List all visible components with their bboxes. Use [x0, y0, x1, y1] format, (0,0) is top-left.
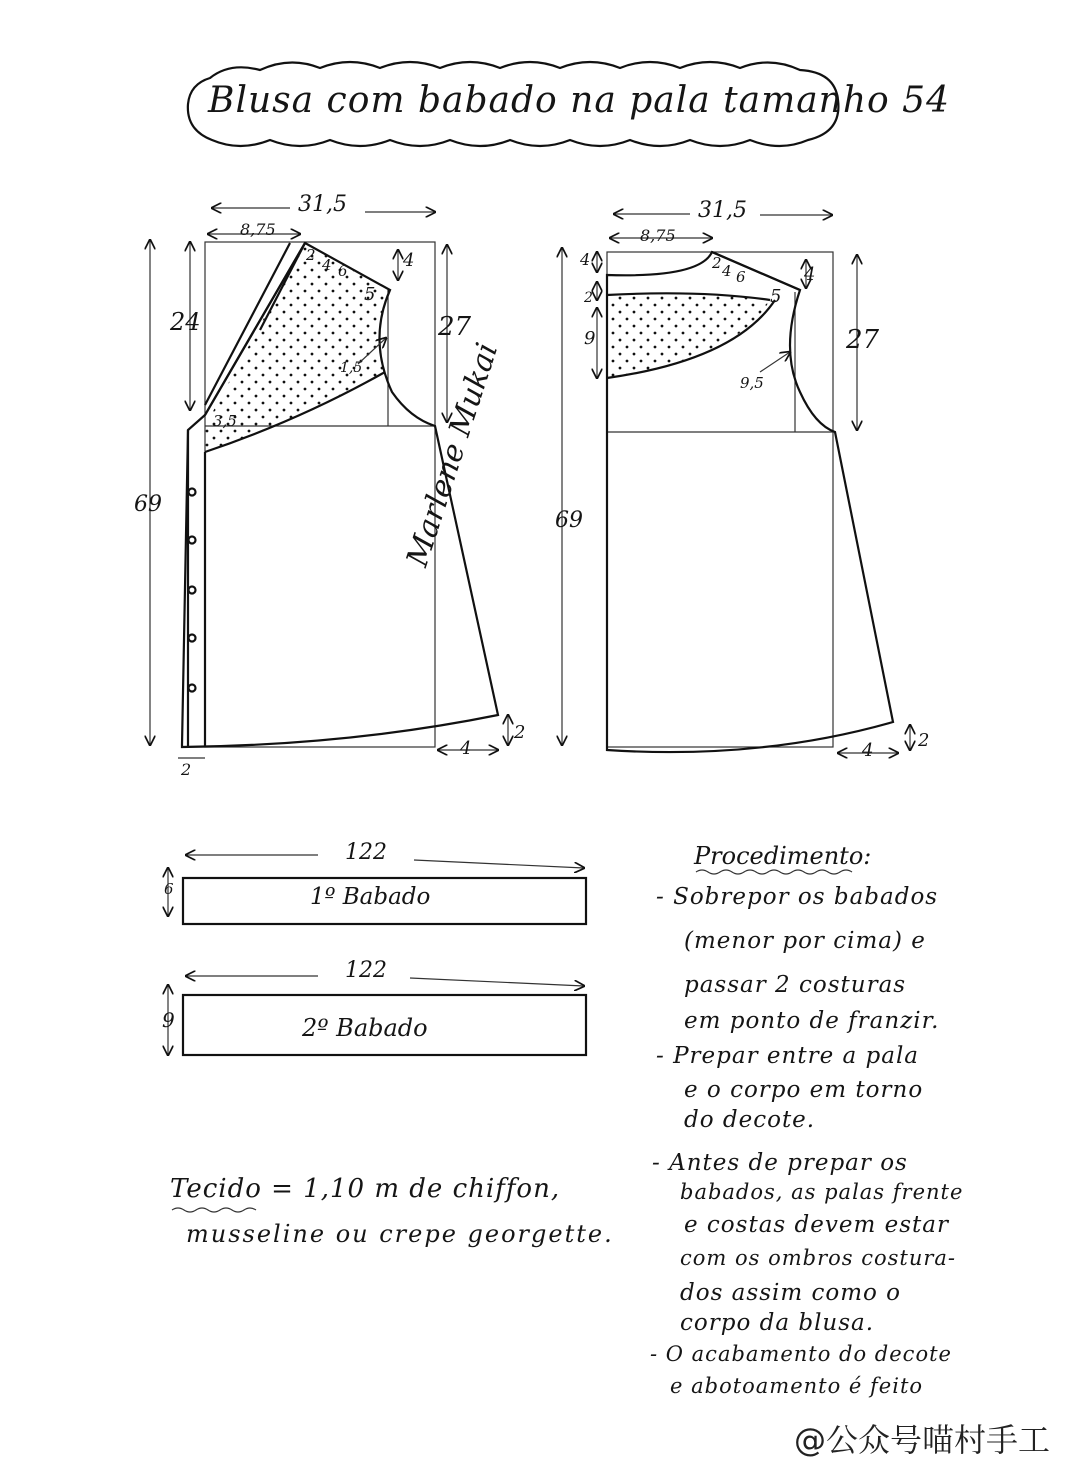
procedure-line: do decote.	[684, 1107, 816, 1133]
watermark: @公众号喵村手工	[793, 1421, 1050, 1459]
back-pala-mark-1: 2	[712, 254, 722, 272]
front-hem-rise-label: 2	[514, 722, 526, 743]
back-hem-rise-label: 2	[918, 730, 930, 751]
procedure-line: - Prepar entre a pala	[656, 1043, 920, 1069]
back-pala-height-label: 9	[584, 328, 596, 349]
ruffle-1-label: 1º Babado	[310, 884, 431, 910]
procedure-line: babados, as palas frente	[680, 1180, 964, 1204]
procedure-line: dos assim como o	[680, 1280, 902, 1306]
front-placket-label: 2	[181, 760, 192, 779]
back-pala-mark-2: 4	[722, 262, 732, 280]
front-neck-label: 8,75	[240, 220, 276, 239]
back-armhole-depth-label: 9,5	[740, 374, 764, 392]
procedure-line: com os ombros costura-	[680, 1246, 957, 1270]
procedure-line: (menor por cima) e	[684, 928, 926, 954]
back-total-height-label: 69	[555, 508, 583, 533]
back-pala-mark-3: 6	[736, 268, 746, 286]
procedure-line: corpo da blusa.	[680, 1310, 875, 1336]
front-shoulder-drop-label: 4	[403, 250, 415, 271]
back-piece	[562, 214, 910, 753]
procedure-heading: Procedimento:	[694, 842, 872, 870]
back-shoulder-drop-label: 4	[804, 264, 816, 285]
ruffle-1-length: 122	[345, 840, 387, 865]
procedure-line: passar 2 costuras	[684, 972, 907, 998]
procedure-line: e o corpo em torno	[684, 1077, 924, 1103]
front-pala-mark-2: 4	[322, 256, 332, 274]
ruffle-2-length: 122	[345, 958, 387, 983]
procedure-line: - Sobrepor os babados	[656, 884, 939, 910]
procedure-line: em ponto de franzir.	[684, 1008, 940, 1034]
fabric-line-2: musseline ou crepe georgette.	[186, 1220, 614, 1248]
front-pala-mark-3: 6	[338, 262, 348, 280]
fabric-line-1: Tecido = 1,10 m de chiffon,	[170, 1174, 561, 1204]
back-neck-drop-label: 4	[580, 250, 591, 269]
procedure-line: - O acabamento do decote	[650, 1342, 952, 1366]
front-armhole-depth-label: 1,5	[340, 360, 363, 376]
back-neck-label: 8,75	[640, 226, 676, 245]
front-hem-side-label: 4	[460, 738, 472, 759]
front-armhole-height-label: 27	[438, 312, 472, 342]
signature: Marlene Mukai	[400, 338, 506, 571]
back-pala-mark-4: 5	[770, 286, 782, 307]
front-upper-height-label: 24	[170, 308, 201, 336]
front-pala-mark-4: 5	[364, 284, 376, 305]
back-armhole-height-label: 27	[846, 325, 880, 355]
front-edge-label: 3,5	[213, 412, 237, 430]
ruffle-2-label: 2º Babado	[302, 1014, 428, 1042]
front-pala-mark-1: 2	[306, 246, 316, 264]
page-title: Blusa com babado na pala tamanho 54	[208, 80, 950, 121]
buttons	[189, 489, 196, 692]
procedure-line: e abotoamento é feito	[670, 1374, 924, 1398]
back-pala-top-label: 2	[584, 290, 593, 306]
front-width-label: 31,5	[298, 192, 347, 217]
ruffle-2-height: 9	[162, 1008, 175, 1032]
ruffle-1-height: 6	[164, 880, 174, 898]
front-total-height-label: 69	[134, 492, 162, 517]
procedure-line: - Antes de prepar os	[652, 1150, 908, 1176]
procedure-underline	[696, 870, 852, 874]
tecido-underline	[172, 1208, 256, 1212]
back-hem-side-label: 4	[862, 740, 874, 761]
procedure-line: e costas devem estar	[684, 1212, 949, 1238]
back-width-label: 31,5	[698, 198, 747, 223]
